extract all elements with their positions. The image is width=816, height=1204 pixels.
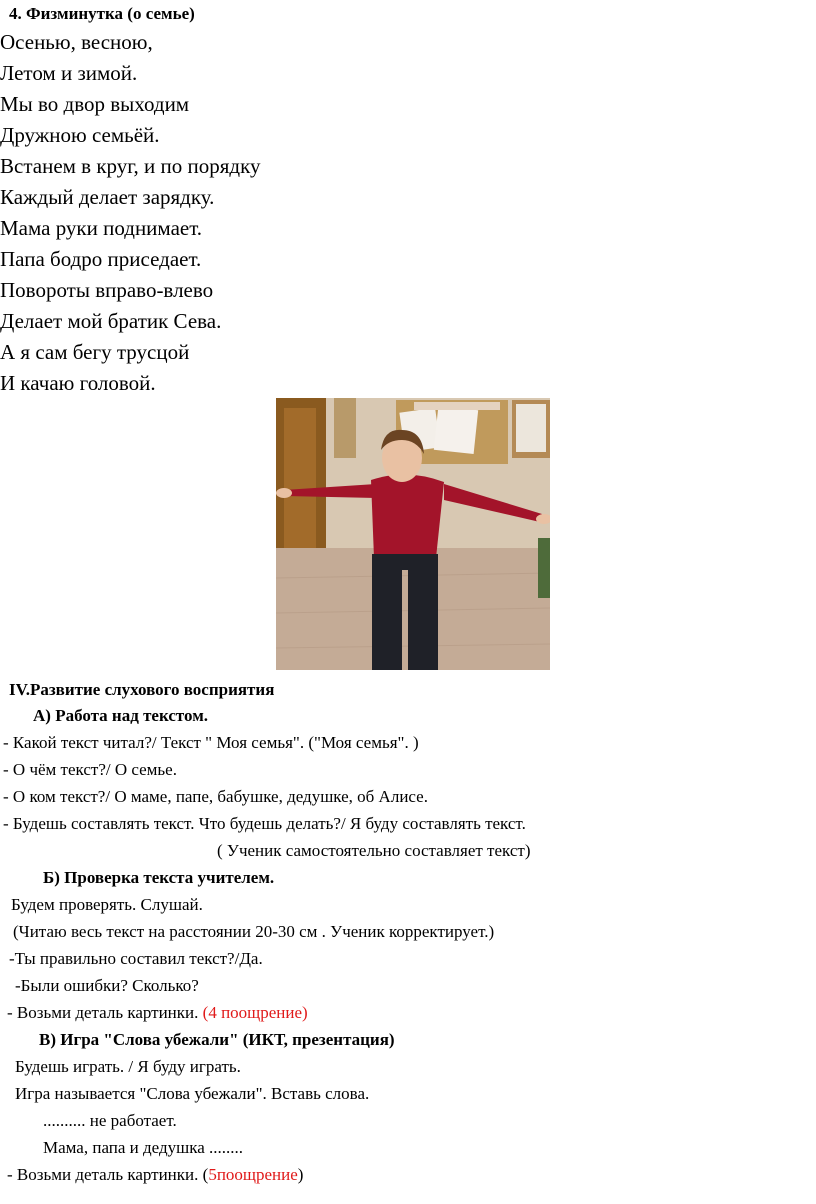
poem-line: Осенью, весною,	[0, 30, 153, 54]
poem-line: Мы во двор выходим	[0, 92, 190, 116]
dialog-line: Мама, папа и дедушка ........	[43, 1138, 244, 1157]
subsection-b-heading: Б) Проверка текста учителем.	[43, 868, 275, 887]
dialog-line: - О ком текст?/ О маме, папе, бабушке, дедушке, об Алисе.	[3, 787, 428, 806]
poem-line: Мама руки поднимает.	[0, 216, 203, 240]
dialog-line: - Какой текст читал?/ Текст " Моя семья". ("Моя семья". )	[3, 733, 419, 752]
reward-text: - Возьми деталь картинки. (	[7, 1165, 209, 1184]
dialog-line: .......... не работает.	[43, 1111, 177, 1130]
reward-text-end: )	[297, 1165, 304, 1184]
reward-highlight: 5поощрение	[208, 1165, 298, 1184]
dialog-line: (Читаю весь текст на расстоянии 20-30 см . Ученик корректирует.)	[13, 922, 495, 941]
reward-text: - Возьми деталь картинки.	[7, 1003, 203, 1022]
dialog-line: -Ты правильно составил текст?/Да.	[9, 949, 263, 968]
page-title: 4. Физминутка (о семье)	[9, 4, 195, 23]
photo-illustration	[276, 398, 550, 670]
dialog-line: Будем проверять. Слушай.	[11, 895, 203, 914]
reward-highlight: (4 поощрение)	[202, 1003, 308, 1022]
poem-line: Каждый делает зарядку.	[0, 185, 215, 209]
dialog-line: - Будешь составлять текст. Что будешь делать?/ Я буду составлять текст.	[3, 814, 526, 833]
poem-line: Встанем в круг, и по порядку	[0, 154, 261, 178]
poem-line: Летом и зимой.	[0, 61, 138, 85]
dialog-line: -Были ошибки? Сколько?	[15, 976, 199, 995]
poem-line: И качаю головой.	[0, 371, 156, 395]
poem-line: Делает мой братик Сева.	[0, 309, 222, 333]
dialog-line: ( Ученик самостоятельно составляет текст)	[217, 841, 531, 860]
section-heading: IV.Развитие слухового восприятия	[9, 680, 275, 699]
reward-line	[7, 1003, 308, 1023]
poem-line: А я сам бегу трусцой	[0, 340, 190, 364]
poem-line: Дружною семьёй.	[0, 123, 160, 147]
dialog-line: Будешь играть. / Я буду играть.	[15, 1057, 241, 1076]
dialog-line: - О чём текст?/ О семье.	[3, 760, 177, 779]
dialog-line: Игра называется "Слова убежали". Вставь слова.	[15, 1084, 370, 1103]
poem-line: Повороты вправо-влево	[0, 278, 214, 302]
subsection-c-heading: В) Игра "Слова убежали" (ИКТ, презентация)	[39, 1030, 395, 1049]
photo-boy-exercising	[276, 398, 550, 670]
poem-line: Папа бодро приседает.	[0, 247, 202, 271]
subsection-a-heading: А) Работа над текстом.	[33, 706, 209, 725]
reward-line	[7, 1165, 303, 1185]
